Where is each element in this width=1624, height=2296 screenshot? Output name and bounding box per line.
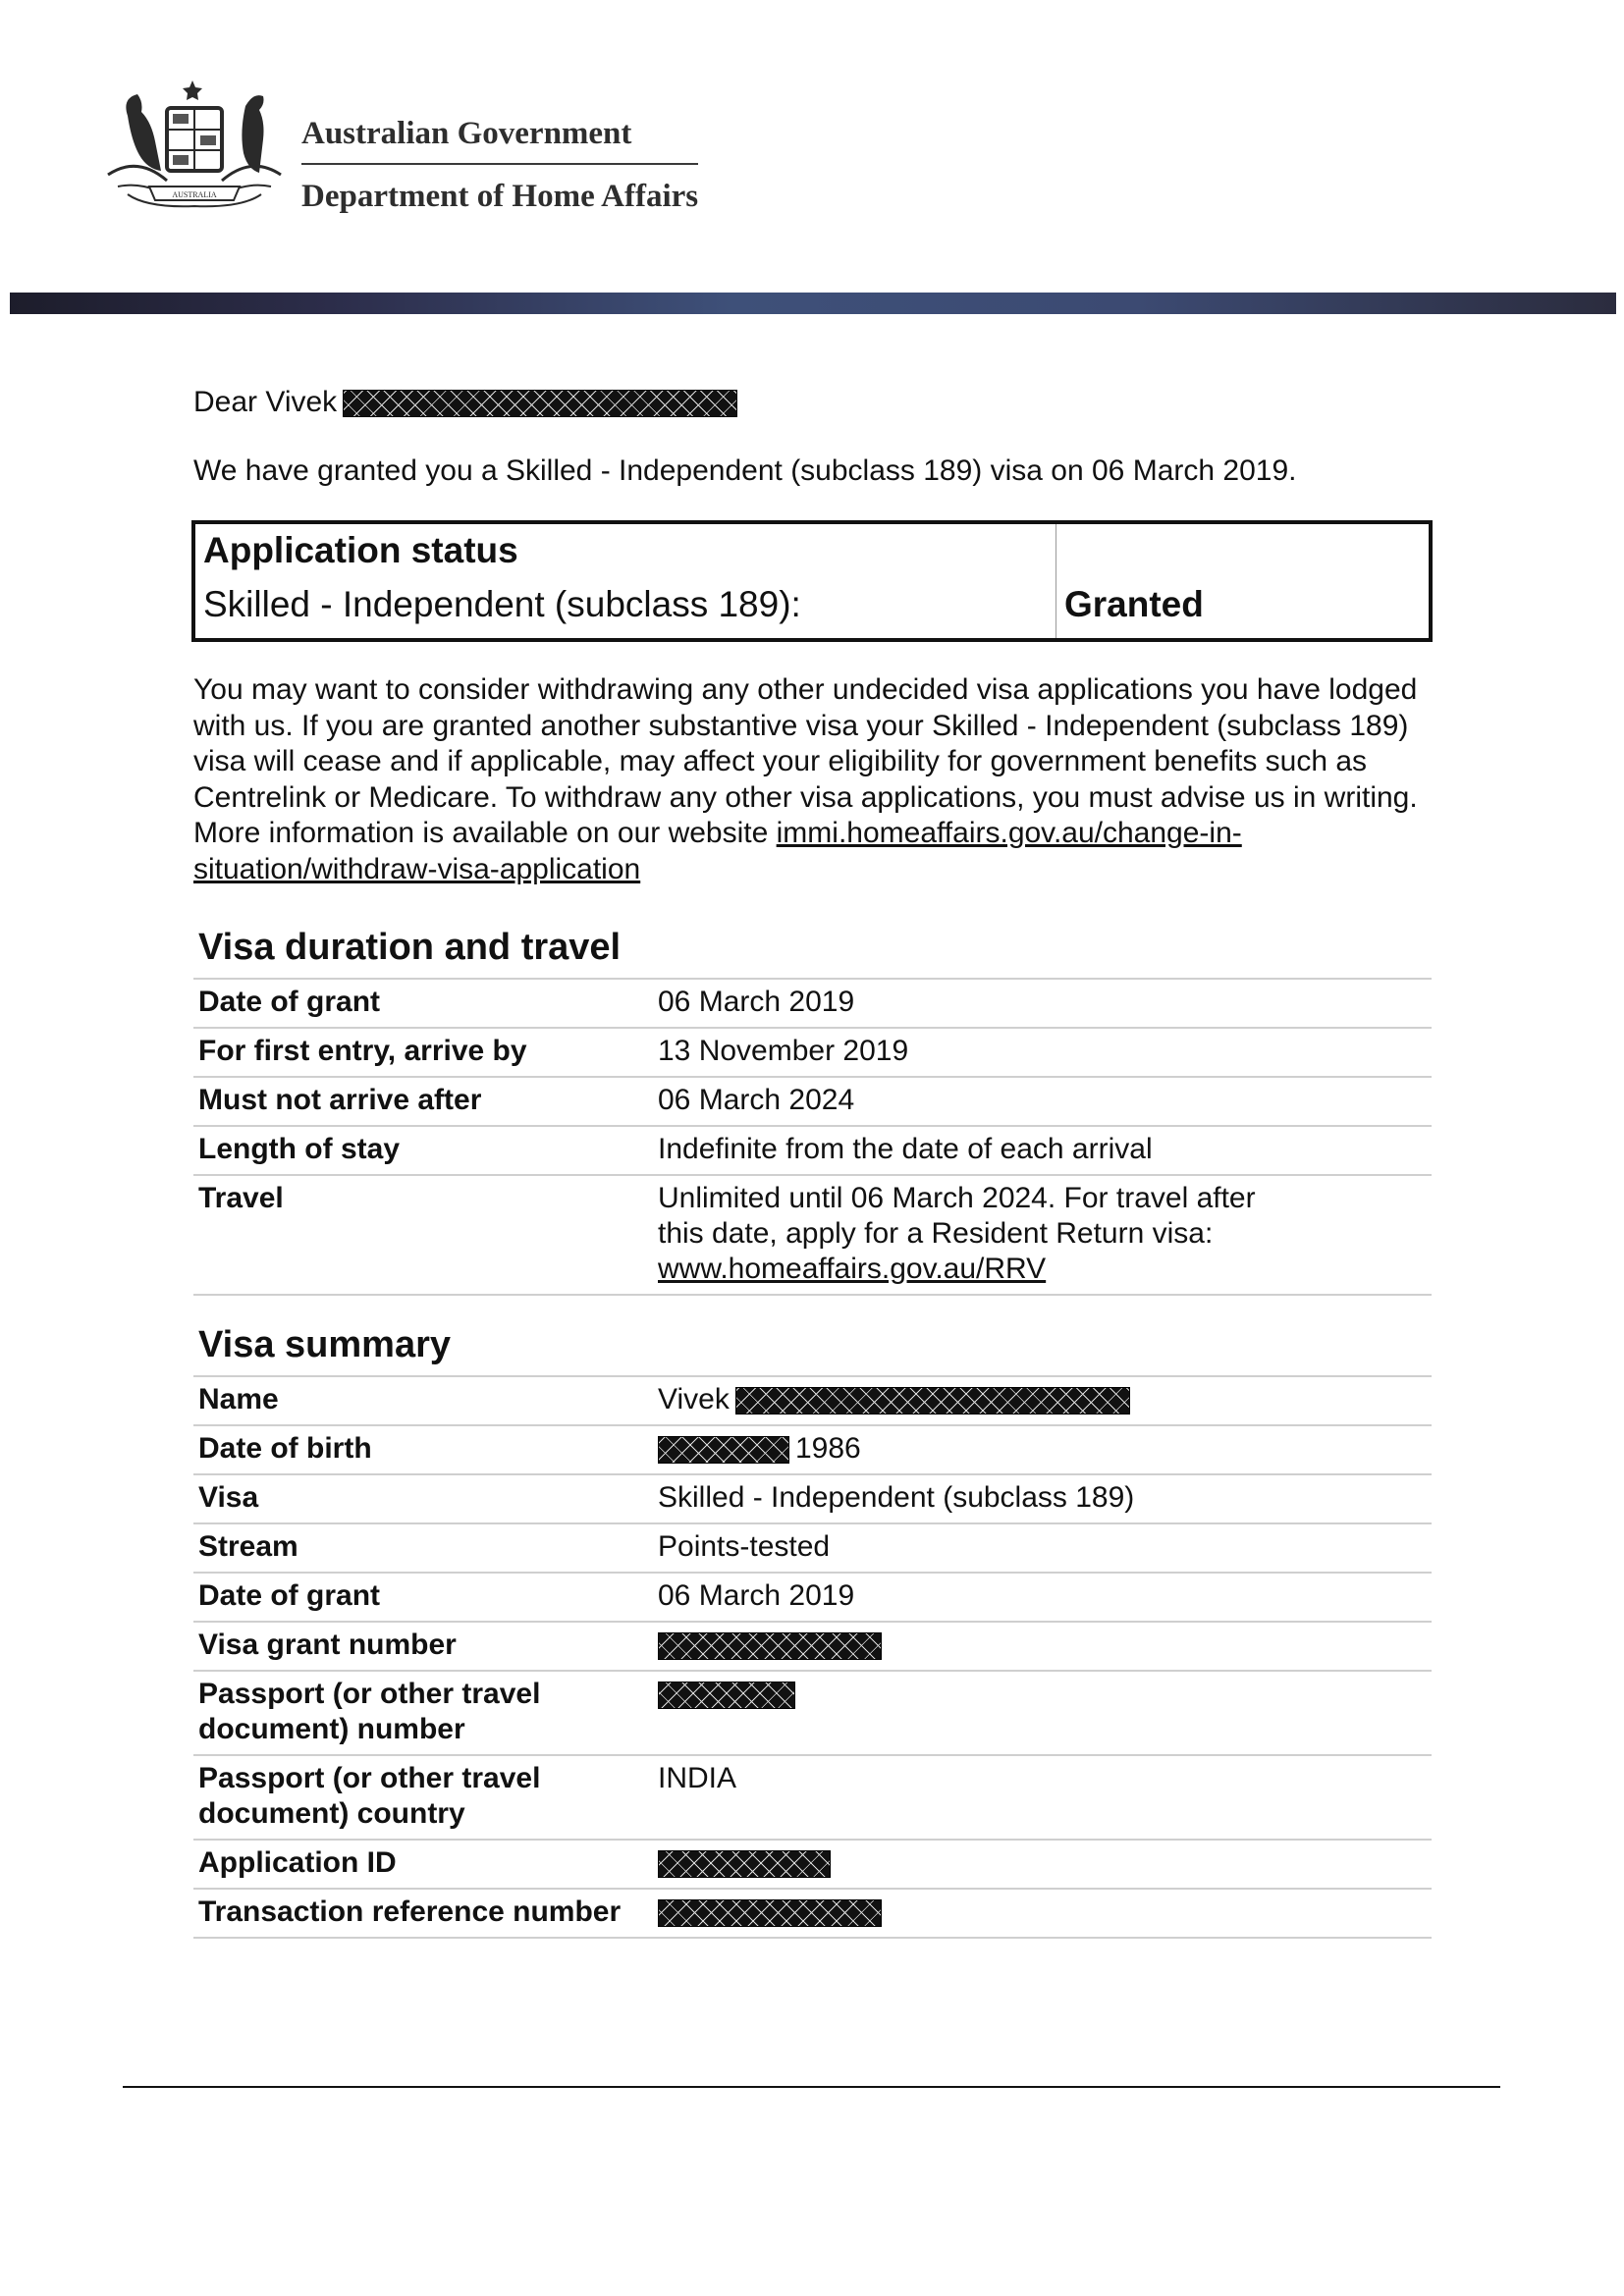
- withdraw-info-link[interactable]: immi.homeaffairs.gov.au/change-in-situation/withdraw-visa-application: [193, 817, 1242, 885]
- table-row: [193, 1671, 1432, 1755]
- row-value: [653, 1376, 1432, 1425]
- duration-table: [193, 978, 1432, 1296]
- application-status-box: [191, 520, 1433, 642]
- row-label: Stream: [198, 1530, 298, 1563]
- row-label: Application ID: [198, 1846, 397, 1879]
- row-value: Skilled - Independent (subclass 189): [658, 1481, 1135, 1514]
- row-label: Passport (or other travel document) number: [198, 1678, 541, 1745]
- row-label: Date of grant: [198, 986, 381, 1018]
- redacted-surname: [735, 1387, 1130, 1415]
- summary-section-title: Visa summary: [198, 1324, 452, 1365]
- table-row: [193, 1376, 1432, 1425]
- row-value: [653, 1425, 1432, 1474]
- duration-section-title: Visa duration and travel: [198, 927, 622, 968]
- status-visa-label: Skilled - Independent (subclass 189):: [203, 584, 801, 624]
- redacted-birth-date: [658, 1436, 789, 1464]
- row-value: Points-tested: [658, 1530, 831, 1563]
- row-value: [653, 1889, 1432, 1938]
- coat-of-arms-icon: [98, 77, 291, 216]
- table-row: [193, 1840, 1432, 1889]
- table-row: [193, 1523, 1432, 1573]
- row-label: Length of stay: [198, 1133, 401, 1165]
- salutation: [193, 386, 737, 419]
- row-value: [653, 1671, 1432, 1755]
- svg-text:AUSTRALIA: AUSTRALIA: [172, 190, 217, 199]
- table-row: [193, 1573, 1432, 1622]
- travel-text: Unlimited until 06 March 2024. For travel after this date, apply for a Resident Return visa:: [658, 1182, 1256, 1250]
- row-label: Date of birth: [198, 1432, 372, 1465]
- status-value: Granted: [1064, 584, 1204, 624]
- row-value: [653, 1175, 1432, 1295]
- row-value: Indefinite from the date of each arrival: [658, 1133, 1153, 1165]
- row-value: 06 March 2024: [658, 1084, 855, 1116]
- status-title: Application status: [203, 530, 518, 570]
- redacted-surname: [343, 390, 737, 417]
- table-row: [193, 1474, 1432, 1523]
- name-value: Vivek: [658, 1383, 730, 1415]
- department-name: Department of Home Affairs: [301, 179, 699, 214]
- redacted-application-id: [658, 1850, 831, 1878]
- footer-divider: [123, 2086, 1500, 2088]
- row-value: [653, 1840, 1432, 1889]
- row-label: Transaction reference number: [198, 1896, 622, 1928]
- table-row: [193, 1755, 1432, 1840]
- row-value: 06 March 2019: [658, 986, 855, 1018]
- summary-table: [193, 1375, 1432, 1939]
- row-label: Passport (or other travel document) country: [198, 1762, 541, 1830]
- grant-notice: We have granted you a Skilled - Independent (subclass 189) visa on 06 March 2019.: [193, 454, 1297, 487]
- table-row: [193, 1425, 1432, 1474]
- redacted-passport-number: [658, 1682, 795, 1709]
- row-label: Name: [198, 1383, 279, 1415]
- row-value: 06 March 2019: [658, 1579, 855, 1612]
- row-value: [653, 1622, 1432, 1671]
- advice-text: You may want to consider withdrawing any other undecided visa applications you have lodged with us. If you are granted another substantive visa your Skilled - Independent (subclass 189) visa will cease and if applicable, may affect your eligibility for government benefits such as Centrelink or Medicare. To withdraw any other visa applications, you must advise us in writing. More information is available on our website: [193, 673, 1418, 849]
- rrv-link[interactable]: www.homeaffairs.gov.au/RRV: [658, 1253, 1047, 1285]
- table-row: [193, 1028, 1432, 1077]
- government-name: Australian Government: [301, 116, 632, 151]
- table-row: [193, 1622, 1432, 1671]
- table-row: [193, 1077, 1432, 1126]
- table-row: [193, 1126, 1432, 1175]
- row-label: Must not arrive after: [198, 1084, 482, 1116]
- table-row: [193, 979, 1432, 1028]
- row-label: Date of grant: [198, 1579, 381, 1612]
- row-value: INDIA: [658, 1762, 737, 1794]
- row-label: Travel: [198, 1182, 284, 1214]
- salutation-text: Dear Vivek: [193, 386, 338, 418]
- row-label: Visa: [198, 1481, 259, 1514]
- redacted-transaction-reference: [658, 1899, 882, 1927]
- table-row: [193, 1175, 1432, 1295]
- row-label: For first entry, arrive by: [198, 1035, 527, 1067]
- row-label: Visa grant number: [198, 1629, 457, 1661]
- row-value: 13 November 2019: [658, 1035, 909, 1067]
- header-banner: [10, 293, 1616, 314]
- birth-year: 1986: [795, 1432, 861, 1465]
- redacted-grant-number: [658, 1632, 882, 1660]
- withdrawal-advice: [193, 672, 1431, 887]
- header-divider: [301, 163, 698, 165]
- table-row: [193, 1889, 1432, 1938]
